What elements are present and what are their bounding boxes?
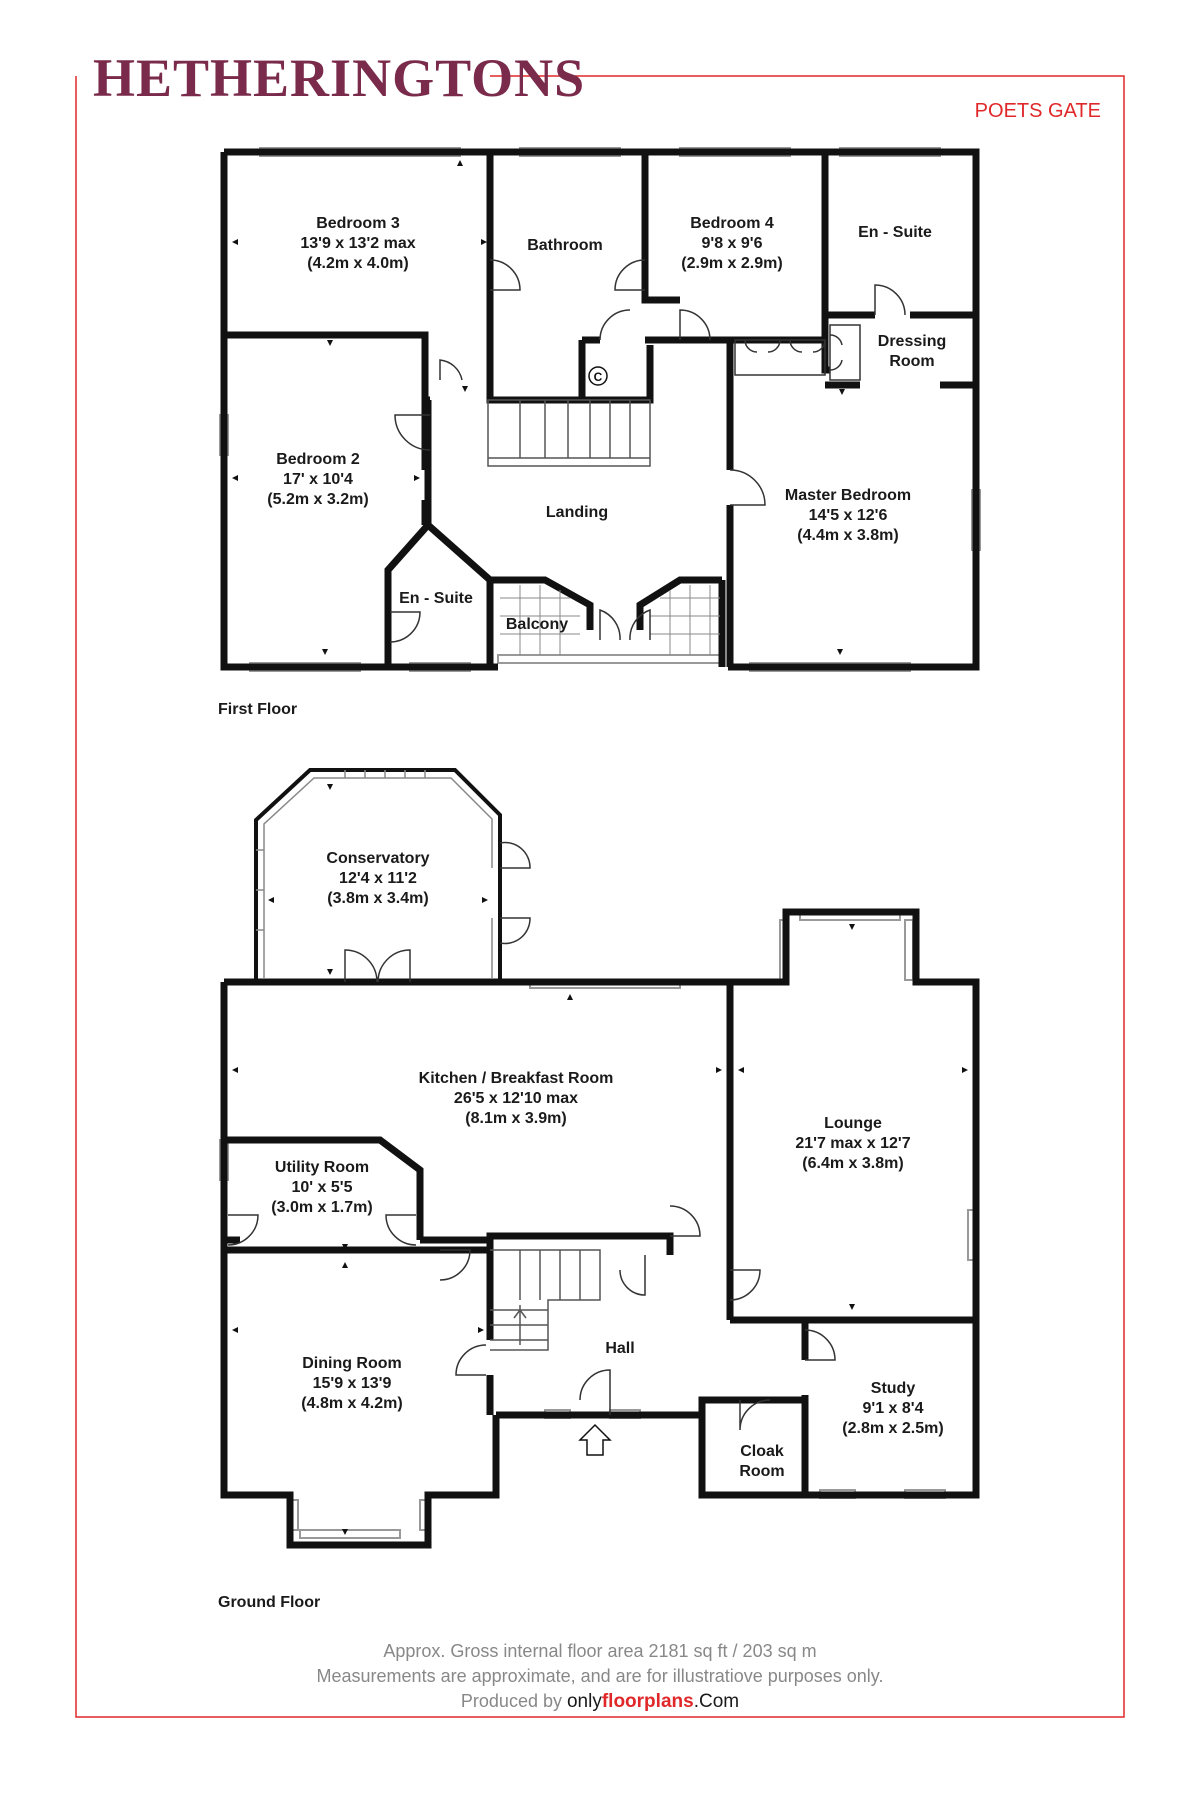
brand-logo: HETHERINGTONS — [93, 48, 586, 108]
room-label-balcony: Balcony — [505, 616, 569, 633]
room-label-bathroom: Bathroom — [527, 237, 603, 254]
room-label-bedroom-4: Bedroom 4 9'8 x 9'6 (2.9m x 2.9m) — [681, 215, 783, 272]
entrance-arrow-icon — [580, 1425, 610, 1455]
first-floor-label: First Floor — [218, 701, 298, 718]
ground-floor-stairs — [490, 1250, 600, 1350]
room-label-ensuite-master: En - Suite — [858, 224, 932, 241]
footer-disclaimer: Measurements are approximate, and are for illustratiove purposes only. — [316, 1666, 884, 1686]
footer-produced: Produced by onlyfloorplans.Com — [460, 1691, 740, 1712]
first-floor-wardrobes — [735, 325, 860, 380]
room-label-bedroom-3: Bedroom 3 13'9 x 13'2 max (4.2m x 4.0m) — [300, 215, 416, 272]
room-label-kitchen: Kitchen / Breakfast Room 26'5 x 12'10 max (8.1m x 3.9m) — [418, 1070, 614, 1127]
ground-floor-label: Ground Floor — [218, 1594, 321, 1611]
property-title: POETS GATE — [974, 100, 1101, 122]
footer-area: Approx. Gross internal floor area 2181 sq ft / 203 sq m — [383, 1641, 817, 1661]
room-label-conservatory: Conservatory 12'4 x 11'2 (3.8m x 3.4m) — [326, 850, 430, 907]
first-floor-stairs — [488, 400, 650, 466]
room-label-utility: Utility Room 10' x 5'5 (3.0m x 1.7m) — [271, 1159, 373, 1216]
room-label-study: Study 9'1 x 8'4 (2.8m x 2.5m) — [842, 1380, 944, 1437]
ground-floor-doors — [228, 842, 835, 1430]
room-label-cloak: Cloak Room — [739, 1443, 785, 1480]
room-label-landing: Landing — [545, 504, 609, 521]
room-label-dressing-room: Dressing Room — [877, 333, 947, 370]
room-label-lounge: Lounge 21'7 max x 12'7 (6.4m x 3.8m) — [795, 1115, 911, 1172]
cupboard-letter: C — [593, 370, 603, 384]
room-label-hall: Hall — [605, 1340, 635, 1357]
footer — [317, 1641, 884, 1712]
ground-floor-labels — [271, 850, 943, 1480]
room-label-dining: Dining Room 15'9 x 13'9 (4.8m x 4.2m) — [301, 1355, 403, 1412]
room-label-bedroom-2: Bedroom 2 17' x 10'4 (5.2m x 3.2m) — [267, 451, 369, 508]
first-floor-labels — [267, 215, 946, 633]
page-frame — [76, 76, 1124, 1717]
room-label-master-bedroom: Master Bedroom 14'5 x 12'6 (4.4m x 3.8m) — [784, 487, 912, 544]
room-label-ensuite-bedroom-2: En - Suite — [399, 590, 473, 607]
